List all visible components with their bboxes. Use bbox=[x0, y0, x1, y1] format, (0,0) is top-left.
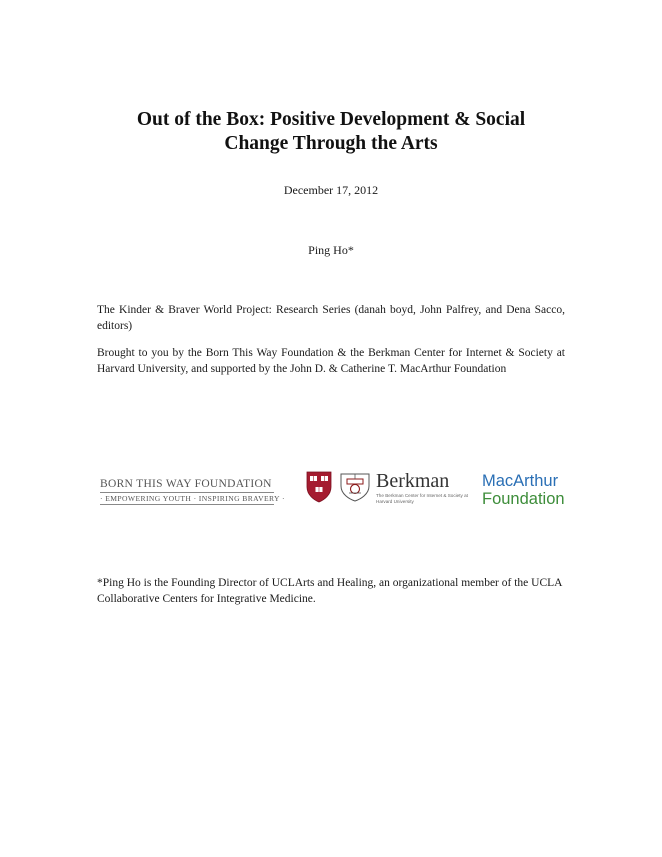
born-this-way-logo bbox=[100, 477, 285, 505]
macarthur-logo-line1: MacArthur bbox=[482, 472, 559, 490]
series-credit: The Kinder & Braver World Project: Research Series (danah boyd, John Palfrey, and Dena Sacco, editors) bbox=[97, 304, 565, 332]
macarthur-logo bbox=[482, 472, 577, 508]
macarthur-logo-line2: Foundation bbox=[482, 490, 565, 508]
harvard-shield-icon bbox=[306, 471, 332, 503]
born-this-way-logo-tagline: · EMPOWERING YOUTH · INSPIRING BRAVERY · bbox=[100, 494, 285, 503]
berkman-crest-icon bbox=[338, 471, 372, 503]
document-title bbox=[60, 108, 602, 156]
author-footnote: *Ping Ho is the Founding Director of UCLArts and Healing, an organizational member of the UCLA Collaborative Centers for Integrative Medicine. bbox=[97, 577, 562, 605]
logo-divider bbox=[100, 492, 274, 493]
born-this-way-logo-name: BORN THIS WAY FOUNDATION bbox=[100, 478, 272, 490]
berkman-logo-name: Berkman bbox=[376, 470, 450, 492]
berkman-logo-subtitle: The Berkman Center for Internet & Society at Harvard University bbox=[376, 493, 468, 504]
document-date: December 17, 2012 bbox=[283, 183, 379, 197]
title-line-2: Change Through the Arts bbox=[224, 133, 438, 154]
sponsor-credit: Brought to you by the Born This Way Foundation & the Berkman Center for Internet & Society at Harvard University, and supported by the John D. & Catherine T. MacArthur Foundation bbox=[97, 347, 565, 375]
berkman-logo bbox=[306, 470, 466, 508]
logo-divider bbox=[100, 504, 274, 505]
title-line-1: Out of the Box: Positive Development & Social bbox=[136, 109, 526, 130]
author-name: Ping Ho* bbox=[308, 243, 354, 257]
